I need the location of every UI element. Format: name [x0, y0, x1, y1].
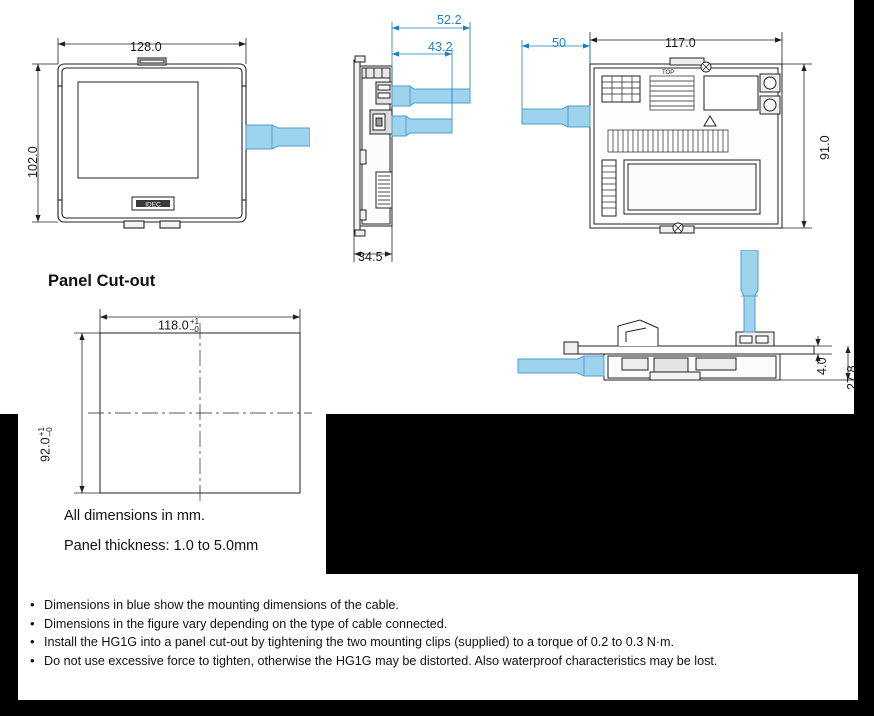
cutout-height-tol-minus: –0	[45, 427, 54, 437]
panel-cutout-heading: Panel Cut-out	[48, 272, 156, 290]
units-note: All dimensions in mm.	[64, 508, 206, 524]
side-cable-dimension-1: 52.2	[437, 13, 462, 27]
note-item: • Do not use excessive force to tighten, otherwise the HG1G may be distorted. Also waterproof characteristics may be lost.	[28, 652, 858, 671]
rear-top-marking: TOP	[662, 70, 675, 76]
page-bleed-bottom-left	[0, 574, 18, 716]
panel-cutout-drawing	[30, 305, 330, 505]
rear-cable-offset-dimension: 50	[552, 36, 567, 50]
cutout-width-dimension	[158, 318, 199, 334]
mounted-total-depth-dimension: 27.8	[845, 365, 859, 390]
note-item: • Dimensions in the figure vary depending on the type of cable connected.	[28, 615, 858, 634]
rear-cable	[522, 106, 590, 127]
cutout-height-value: 92.0	[38, 437, 53, 462]
front-view-drawing	[20, 30, 310, 260]
page-bleed-left-mid	[0, 414, 18, 574]
rear-height-dimension: 91.0	[818, 135, 832, 160]
cutout-height-tol-plus: +1	[37, 426, 46, 437]
front-width-dimension: 128.0	[130, 40, 162, 54]
front-height-dimension: 102.0	[26, 146, 40, 178]
rear-width-dimension: 117.0	[665, 36, 696, 50]
idec-logo-plate	[132, 197, 174, 210]
notes-list	[28, 596, 858, 670]
side-cable-dimension-2: 43.2	[428, 40, 453, 54]
panel-thickness-note: Panel thickness: 1.0 to 5.0mm	[64, 538, 259, 554]
cutout-height-dimension	[38, 427, 54, 462]
mounted-cable-vertical	[741, 250, 758, 332]
side-view-drawing	[340, 10, 510, 270]
page-bleed-bottom-right	[858, 574, 874, 716]
cutout-width-value: 118.0	[158, 318, 189, 333]
cutout-width-tol-minus: –0	[189, 325, 199, 334]
mounted-side-view-drawing	[500, 250, 870, 410]
cutout-width-tol-plus: +1	[189, 317, 200, 326]
page-bleed-bottom-strip	[0, 700, 874, 716]
note-item: • Install the HG1G into a panel cut-out by tightening the two mounting clips (supplied) to a torque of 0.2 to 0.3 N·m.	[28, 633, 858, 652]
note-item: • Dimensions in blue show the mounting dimensions of the cable.	[28, 596, 858, 615]
side-cables	[392, 86, 470, 136]
notes-block	[28, 596, 858, 670]
svg-text:IDEC: IDEC	[145, 201, 161, 209]
rear-view-drawing	[510, 20, 840, 260]
front-cable	[246, 125, 310, 149]
mounted-bezel-depth-dimension: 4.0	[815, 357, 829, 375]
page-bleed-center-bottom	[326, 414, 874, 574]
mounted-cable-horizontal	[518, 356, 604, 376]
side-depth-dimension: 34.5	[358, 250, 383, 264]
